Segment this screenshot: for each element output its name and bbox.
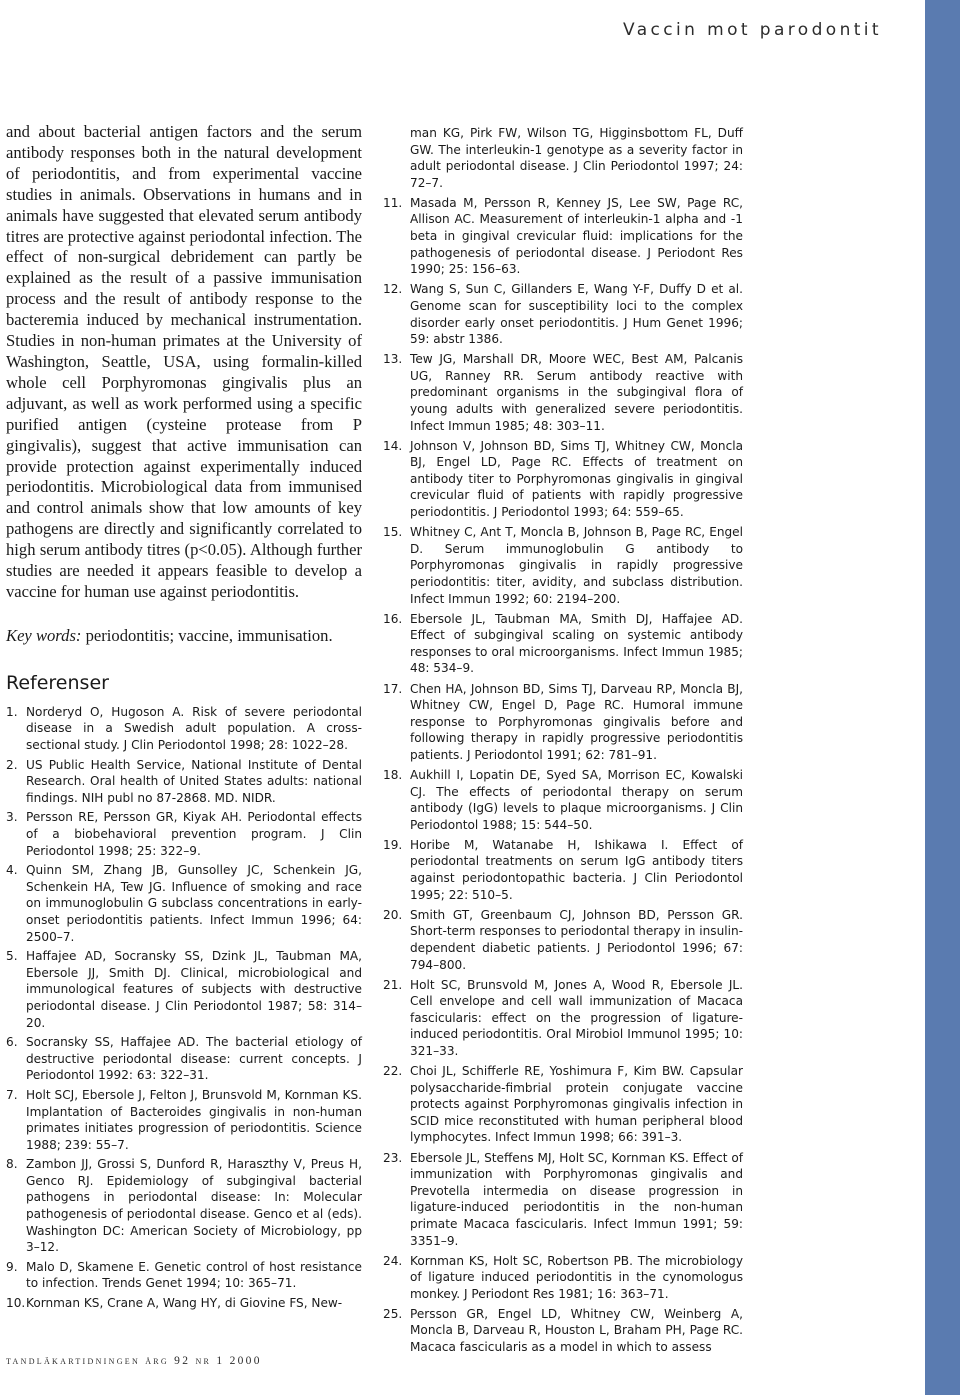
reference-number: 10.: [6, 1296, 26, 1311]
reference-number: 25.: [383, 1306, 403, 1321]
reference-text: Whitney C, Ant T, Moncla B, Johnson B, Page RC, Engel D. Serum immunoglobulin G antibody to Porphyromonas gingivalis in rapidly progressive periodontitis: titer, avidity, and subclass distribution. Infect Immun 1992; 60: 2194–200.: [410, 525, 743, 606]
keywords: [6, 625, 362, 646]
reference-text: Smith GT, Greenbaum CJ, Johnson BD, Persson GR. Short-term responses to periodontal therapy in insulin-dependent diabetic patients. J Periodontol 1996; 67: 794–800.: [410, 907, 743, 972]
reference-text: Wang S, Sun C, Gillanders E, Wang Y-F, Duffy D et al. Genome scan for susceptibility loci to the complex disorder early onset periodontitis. J Hum Genet 1996; 59: abstr 1386.: [410, 282, 743, 347]
reference-number: 11.: [383, 195, 403, 210]
reference-item: [6, 1295, 362, 1312]
reference-item: [6, 1156, 362, 1256]
left-column: [6, 122, 362, 1315]
reference-number: 13.: [383, 352, 403, 367]
reference-number: 15.: [383, 525, 403, 540]
reference-text: Socransky SS, Haffajee AD. The bacterial etiology of destructive periodontal disease: current concepts. J Periodontol 1992: 63: 322–31.: [26, 1035, 362, 1083]
reference-number: 17.: [383, 681, 403, 696]
reference-text: Ebersole JL, Steffens MJ, Holt SC, Kornman KS. Effect of immunization with Porphyromonas gingivalis and Prevotella intermedia on disease progression in ligature-induced periodontitis in the non-human primate Macaca fascicularis. Infect Immun 1991; 59: 3351–9.: [410, 1150, 743, 1248]
reference-text: Zambon JJ, Grossi S, Dunford R, Haraszthy V, Preus H, Genco RJ. Epidemiology of subgingival bacterial pathogens in periodontal disease: In: Molecular pathogenesis of periodontal disease. Genco et al (eds). Washington DC: American Society of Microbiology, pp 3–12.: [26, 1157, 362, 1255]
reference-text: Malo D, Skamene E. Genetic control of host resistance to infection. Trends Genet 1994; 10: 365–71.: [26, 1259, 362, 1291]
reference-item: [383, 351, 743, 434]
running-head: Vaccin mot parodontit: [623, 20, 882, 40]
reference-item: [383, 1253, 743, 1303]
reference-item: [383, 611, 743, 677]
reference-item: [383, 195, 743, 278]
reference-text: Holt SC, Brunsvold M, Jones A, Wood R, Ebersole JL. Cell envelope and cell wall immunization of Macaca fascicularis: effect on the progression of ligature-induced periodontitis. Oral Mirobiol Immunol 1995; 10: 321–33.: [410, 977, 743, 1058]
reference-continuation: [383, 125, 743, 191]
reference-item: [6, 1259, 362, 1292]
reference-text: Kornman KS, Crane A, Wang HY, di Giovine FS, New-: [26, 1296, 343, 1311]
reference-number: 21.: [383, 977, 403, 992]
reference-text: Aukhill I, Lopatin DE, Syed SA, Morrison EC, Kowalski CJ. The effects of periodontal therapy on serum antibody (IgG) levels to plaque microorganisms. J Clin Periodontol 1988; 15: 544–50.: [410, 767, 743, 832]
reference-number: 19.: [383, 837, 403, 852]
reference-item: [383, 1150, 743, 1250]
reference-text: Horibe M, Watanabe H, Ishikawa I. Effect of periodontal treatments on serum IgG antibody titers against periodontopathic bacteria. J Clin Periodontol 1995; 22: 510–5.: [410, 837, 743, 902]
reference-number: 12.: [383, 282, 403, 297]
reference-number: 9.: [6, 1259, 18, 1274]
reference-item: [383, 681, 743, 764]
reference-item: [6, 757, 362, 807]
reference-number: 16.: [383, 611, 403, 626]
reference-continuation-text: man KG, Pirk FW, Wilson TG, Higginsbottom FL, Duff GW. The interleukin-1 genotype as a severity factor in adult periodontal disease. J Clin Periodontol 1997; 24: 72–7.: [410, 126, 743, 190]
reference-text: Holt SCJ, Ebersole J, Felton J, Brunsvold M, Kornman KS. Implantation of Bacteroides gingivalis in non-human primates initiates progression of periodontitis. Science 1988; 239: 55–7.: [26, 1087, 362, 1152]
body-text: and about bacterial antigen factors and the serum antibody responses both in the natural development of periodontitis, and from experimental vaccine studies in animals. Observations in humans and in animals have suggested that elevated serum antibody titres are protective against periodontal infection. The effect of non-surgical debridement can partly be explained as the result of a passive immunisation process and the result of antibody response to the bacteremia induced by mechanical instrumentation. Studies in non-human primates at the University of Washington, Seattle, USA, using formalin-killed whole cell Porphyromonas gingivalis plus an adjuvant, as well as work performed using a specific purified antigen (cysteine protease from P gingivalis), suggest that active immunisation can provide protection against experimentally induced periodontitis. Microbiological data from immunised and control animals show that low amounts of key pathogens are directly and significantly correlated to high serum antibody titres (p<0.05). Although further studies are needed it appears feasible to develop a vaccine for human use against periodontitis.: [6, 122, 362, 601]
reference-item: [383, 767, 743, 833]
reference-number: 1.: [6, 704, 18, 719]
reference-number: 14.: [383, 438, 403, 453]
reference-text: Kornman KS, Holt SC, Robertson PB. The microbiology of ligature induced periodontitis in the cynomologus monkey. J Periodont Res 1981; 16: 363–71.: [410, 1253, 743, 1301]
reference-text: Norderyd O, Hugoson A. Risk of severe periodontal disease in a Swedish adult population. A cross-sectional study. J Clin Periodontol 1998; 28: 1022–28.: [26, 704, 362, 753]
reference-item: [6, 862, 362, 945]
references-heading: Referenser: [6, 671, 109, 694]
reference-item: [383, 977, 743, 1060]
reference-number: 7.: [6, 1087, 18, 1102]
side-color-bar: [925, 0, 960, 1395]
reference-number: 23.: [383, 1150, 403, 1165]
reference-item: [6, 809, 362, 859]
reference-text: Choi JL, Schifferle RE, Yoshimura F, Kim BW. Capsular polysaccharide-fimbrial protein conjugate vaccine protects against Porphyromonas gingivalis infection in SCID mice reconstituted with human peripheral blood lymphocytes. Infect Immun 1998; 66: 391–3.: [410, 1064, 743, 1145]
reference-item: [6, 1034, 362, 1084]
reference-text: Persson GR, Engel LD, Whitney CW, Weinberg A, Moncla B, Darveau R, Houston L, Braham PH, Page RC. Macaca fascicularis as a model in which to assess: [410, 1306, 743, 1355]
reference-text: Ebersole JL, Taubman MA, Smith DJ, Haffajee AD. Effect of subgingival scaling on systemic antibody responses to oral microorganisms. Infect Immun 1985; 48: 534–9.: [410, 611, 743, 676]
reference-item: [383, 281, 743, 347]
references-list-right: [383, 125, 743, 1356]
reference-item: [383, 837, 743, 903]
reference-text: US Public Health Service, National Institute of Dental Research. Oral health of United States adults: national findings. NIH publ no 87-2868. MD. NIDR.: [26, 757, 362, 805]
reference-item: [6, 1087, 362, 1153]
keywords-label: Key words:: [6, 625, 82, 645]
reference-number: 20.: [383, 907, 403, 922]
reference-text: Tew JG, Marshall DR, Moore WEC, Best AM, Palcanis UG, Ranney RR. Serum antibody reactive with predominant organisms in the subgingival flora of young adults with generalized severe periodontitis. Infect Immun 1985; 48: 303–11.: [410, 352, 743, 433]
reference-number: 2.: [6, 757, 18, 772]
reference-text: Masada M, Persson R, Kenney JS, Lee SW, Page RC, Allison AC. Measurement of interleukin-1 alpha and -1 beta in gingival crevicular fluid: implications for the pathogenesis of periodontal disease. J Periodont Res 1990; 25: 156–63.: [410, 195, 743, 277]
reference-number: 22.: [383, 1064, 403, 1079]
reference-item: [383, 524, 743, 607]
reference-item: [383, 907, 743, 973]
reference-number: 5.: [6, 949, 18, 964]
reference-number: 3.: [6, 810, 18, 825]
reference-number: 18.: [383, 767, 403, 782]
page-footer: tandläkartidningen årg 92 nr 1 2000: [6, 1355, 262, 1367]
references-list-left: [6, 704, 362, 1312]
reference-item: [6, 948, 362, 1031]
reference-item: [383, 1063, 743, 1146]
reference-number: 24.: [383, 1253, 403, 1268]
reference-item: [6, 704, 362, 754]
reference-text: Quinn SM, Zhang JB, Gunsolley JC, Schenkein JG, Schenkein HA, Tew JG. Influence of smoking and race on immunoglobulin G subclass concentrations in early-onset periodontitis patients. Infect Immun 1996; 64: 2500–7.: [26, 863, 362, 944]
reference-number: 4.: [6, 863, 18, 878]
reference-item: [383, 438, 743, 521]
right-column: [383, 125, 743, 1359]
reference-number: 6.: [6, 1035, 18, 1050]
reference-text: Johnson V, Johnson BD, Sims TJ, Whitney CW, Moncla BJ, Engel LD, Page RC. Effects of treatment on antibody titer to Porphyromonas gingivalis in gingival crevicular fluid of patients with rapidly progressive periodontitis. J Periodontol 1993; 64: 559–65.: [410, 438, 743, 520]
keywords-text: periodontitis; vaccine, immunisation.: [85, 625, 333, 645]
reference-text: Persson RE, Persson GR, Kiyak AH. Periodontal effects of a biobehavioral prevention program. J Clin Periodontol 1998; 25: 322–9.: [26, 810, 362, 858]
reference-text: Haffajee AD, Socransky SS, Dzink JL, Taubman MA, Ebersole JJ, Smith DJ. Clinical, microbiological and immunological features of subjects with destructive periodontal disease. J Clin Periodontol 1987; 58: 314–20.: [26, 949, 362, 1030]
reference-item: [383, 1306, 743, 1356]
reference-number: 8.: [6, 1157, 18, 1172]
reference-text: Chen HA, Johnson BD, Sims TJ, Darveau RP, Moncla BJ, Whitney CW, Engel D, Page RC. Humoral immune response to Porphyromonas gingivalis before and following therapy in rapidly progressive periodontitis patients. J Periodontol 1991; 62: 781–91.: [410, 681, 743, 762]
